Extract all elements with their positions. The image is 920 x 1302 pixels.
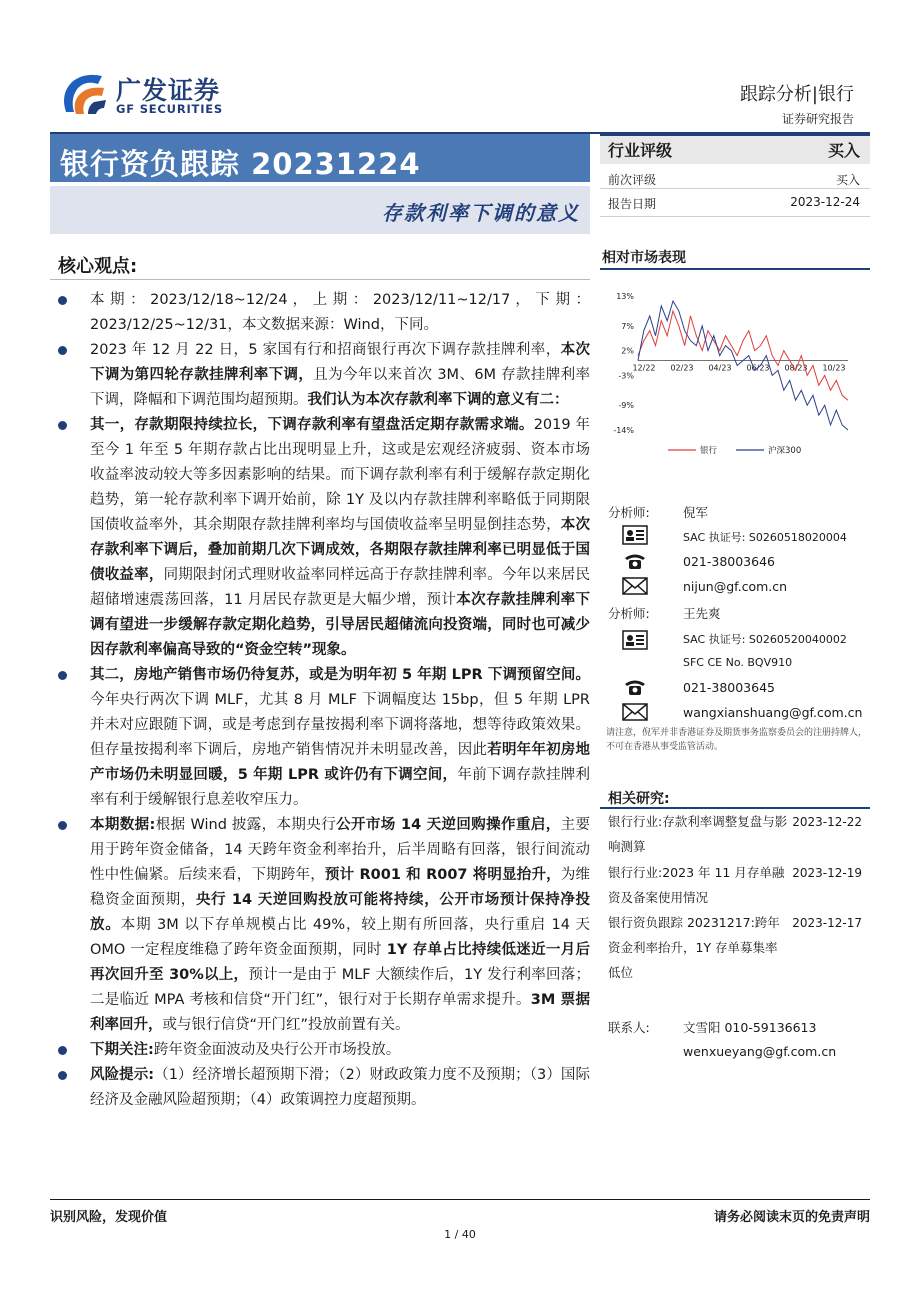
analyst-2-name: 王先爽 [683, 606, 721, 621]
related-item-1-date: 2023-12-22 [792, 815, 862, 829]
contact-label: 联系人: [608, 1020, 650, 1035]
bullet-emphasis: 本次下调为第四轮存款挂牌利率下调， [90, 342, 591, 383]
id-card-icon [622, 630, 648, 650]
report-title: 银行资负跟踪 20231224 [60, 147, 421, 181]
bullet-emphasis: 1Y 存单占比持续低迷近一月后再次回升至 30%以上， [90, 942, 591, 983]
core-bullet-list [58, 288, 590, 1113]
rating-value: 买入 [827, 141, 860, 160]
core-bullet [58, 1063, 590, 1113]
gf-logo [58, 68, 243, 120]
bullet-text: 跨年资金面波动及央行公开市场投放。 [153, 1042, 401, 1058]
phone-icon [622, 551, 648, 571]
contact-name-phone: 文雪阳 010-59136613 [683, 1020, 817, 1035]
report-type: 证券研究报告 [781, 112, 854, 126]
bullet-text: 根据 Wind 披露，本期央行 [155, 817, 337, 833]
y-tick-label: -3% [618, 371, 634, 381]
contact-email: wenxueyang@gf.com.cn [683, 1044, 837, 1059]
email-icon [622, 702, 648, 722]
id-card-icon [622, 525, 648, 545]
legend-label: 银行 [700, 446, 718, 456]
analyst-2-label: 分析师: [608, 606, 650, 621]
related-item-2-date: 2023-12-19 [792, 866, 862, 880]
rating-divider [600, 188, 870, 189]
related-item-3-date: 2023-12-17 [792, 916, 862, 930]
footer-divider [50, 1199, 870, 1200]
bullet-text: 且为今年以来首次 3M、6M 存款挂牌利率下调，降幅和下调范围均超预期。 [90, 367, 590, 408]
bullet-text: 今年央行两次下调 MLF，尤其 8 月 MLF 下调幅度达 15bp，但 5 年期 LPR 并未对应跟随下调，或是考虑到存量按揭利率下调将落地，想等待政策效果。但存量按揭利率下调后，房地产销售情况并未明显改善，因此 [90, 692, 590, 758]
phone-icon [622, 677, 648, 697]
bullet-text: 主要用于跨年资金储备，14 天跨年资金利率抬升，后半周略有回落，银行间流动性中性偏紧。后续来看，下期跨年， [90, 817, 590, 883]
bullet-text: 本 期 ： 2023/12/18~12/24 ， 上 期 ： 2023/12/11~12/17 ， 下 期 ： 2023/12/25~12/31，本文数据来源：Wind，下同。 [90, 292, 590, 333]
bullet-emphasis: 预计 R001 和 R007 将明显抬升， [324, 867, 561, 883]
bullet-text: 2023 年 12 月 22 日，5 家国有行和招商银行再次下调存款挂牌利率， [90, 342, 561, 358]
analyst-1-phone: 021-38003646 [683, 554, 775, 569]
bullet-emphasis: 我们认为本次存款利率下调的意义有二： [307, 392, 569, 408]
x-tick-label: 04/23 [708, 363, 732, 373]
bullet-emphasis: 本次存款利率下调后，叠加前期几次下调成效，各期限存款挂牌利率已明显低于国债收益率， [90, 517, 591, 583]
analyst-1-email: nijun@gf.com.cn [683, 579, 788, 594]
bullet-dot-icon [58, 346, 67, 355]
y-tick-label: -9% [618, 401, 634, 411]
report-date-value: 2023-12-24 [790, 195, 860, 209]
bullet-emphasis: 其一，存款期限持续拉长，下调存款利率有望盘活定期存款需求端。 [90, 417, 534, 433]
rating-bottom-divider [600, 216, 870, 217]
related-item-2[interactable]: 银行行业:2023 年 11 月存单融资及备案使用情况 [608, 865, 785, 905]
bullet-emphasis: 本次存款挂牌利率下调有望进一步缓解存款定期化趋势，引导居民超储流向投资端，同时也可减少因存款利率偏高导致的“资金空转”现象。 [90, 592, 590, 658]
core-bullet [58, 813, 590, 1038]
logo-english-name: GF SECURITIES [116, 102, 224, 116]
bullet-text: 2019 年至今 1 年至 5 年期存款占比出现明显上升，这或是宏观经济疲弱、资本市场收益率波动较大等多因素影响的结果。而下调存款利率有利于缓解存款定期化趋势，第一轮存款利率下调开始前，除 1Y 及以内存款挂牌利率略低于同期限国债收益率外，其余期限存款挂牌利率均与国债收益率呈明显倒挂态势， [90, 417, 591, 533]
x-tick-label: 10/23 [822, 363, 846, 373]
market-performance-title: 相对市场表现 [602, 250, 686, 266]
core-bullet [58, 663, 590, 813]
y-tick-label: 13% [616, 292, 634, 301]
bullet-text: 为维稳资金面预期， [90, 867, 591, 908]
core-bullet [58, 413, 590, 663]
x-tick-label: 08/23 [784, 363, 808, 373]
bullet-text: 同期限封闭式理财收益率同样远高于存款挂牌利率。今年以来居民超储增速震荡回落，11 月居民存款更是大幅少增，预计 [90, 567, 590, 608]
related-research-title: 相关研究: [608, 791, 670, 807]
y-tick-label: -14% [613, 426, 634, 435]
gf-logo-icon [58, 68, 110, 120]
analyst-1-name: 倪军 [683, 505, 709, 520]
related-item-3[interactable]: 银行资负跟踪 20231217:跨年资金利率抬升，1Y 存单募集率低位 [608, 915, 780, 980]
bullet-emphasis: 下期关注: [90, 1042, 154, 1058]
bullet-dot-icon [58, 1046, 67, 1055]
bullet-dot-icon [58, 1071, 67, 1080]
bullet-dot-icon [58, 671, 67, 680]
bullet-emphasis: 风险提示: [90, 1067, 155, 1083]
core-viewpoints-title: 核心观点: [58, 256, 138, 277]
y-tick-label: 2% [621, 346, 634, 356]
analyst-1-label: 分析师: [608, 505, 650, 520]
x-tick-label: 12/22 [632, 363, 656, 373]
bullet-text: 本期 3M 以下存单规模占比 49%，较上期有所回落，央行重启 14 天 OMO 一定程度维稳了跨年资金面预期，同时 [90, 917, 590, 958]
prev-rating-value: 买入 [835, 173, 860, 187]
rating-label: 行业评级 [608, 141, 673, 160]
bullet-emphasis: 若明年年初房地产市场仍未明显回暖，5 年期 LPR 或许仍有下调空间， [90, 742, 591, 783]
page-number: 1 / 40 [444, 1228, 476, 1241]
core-bullet [58, 1038, 590, 1063]
core-bullet [58, 338, 590, 413]
bullet-emphasis: 其二，房地产销售市场仍待复苏，或是为明年初 5 年期 LPR 下调预留空间。 [90, 667, 590, 683]
x-tick-label: 06/23 [746, 363, 770, 373]
bullet-emphasis: 本期数据: [90, 817, 156, 833]
market-title-divider [600, 268, 870, 270]
bullet-dot-icon [58, 821, 67, 830]
bullet-emphasis: 央行 14 天逆回购投放可能将持续，公开市场预计保持净投放。 [90, 892, 591, 933]
core-title-divider [50, 279, 590, 280]
report-category: 跟踪分析|银行 [739, 84, 854, 105]
bullet-text: 或与银行信贷“开门红”投放前置有关。 [162, 1017, 410, 1033]
analyst-2-sfc: SFC CE No. BQV910 [683, 656, 793, 669]
bullet-dot-icon [58, 421, 67, 430]
core-bullet [58, 288, 590, 338]
logo-chinese-name: 广发证券 [116, 76, 221, 105]
analyst-1-sac: SAC 执证号: S0260518020004 [683, 531, 847, 544]
analyst-2-phone: 021-38003645 [683, 680, 775, 695]
bullet-emphasis: 3M 票据利率回升， [90, 992, 590, 1033]
bullet-dot-icon [58, 296, 67, 305]
x-tick-label: 02/23 [670, 363, 694, 373]
series-line-bank [638, 311, 848, 400]
prev-rating-label: 前次评级 [608, 173, 657, 187]
legend-label: 沪深300 [768, 446, 802, 456]
related-item-1[interactable]: 银行行业:存款利率调整复盘与影响测算 [608, 814, 788, 854]
relative-performance-chart [600, 278, 872, 468]
report-subtitle: 存款利率下调的意义 [382, 201, 580, 225]
footer-slogan: 识别风险，发现价值 [50, 1210, 168, 1225]
y-tick-label: 7% [621, 321, 634, 331]
report-date-label: 报告日期 [608, 197, 657, 211]
bullet-text: 年前下调存款挂牌利率有利于缓解银行息差收窄压力。 [90, 767, 591, 808]
email-icon [622, 576, 648, 596]
licensing-note: 请注意，倪军并非香港证券及期货事务监察委员会的注册持牌人，不可在香港从事受监管活动。 [606, 728, 868, 752]
analyst-2-email: wangxianshuang@gf.com.cn [683, 705, 863, 720]
analyst-2-sac: SAC 执证号: S0260520040002 [683, 633, 847, 646]
bullet-text: 预计一是由于 MLF 大额续作后，1Y 发行利率回落；二是临近 MPA 考核和信贷“开门红”，银行对于长期存单需求提升。 [90, 967, 590, 1008]
bullet-emphasis: 公开市场 14 天逆回购操作重启， [336, 817, 561, 833]
bullet-text: （1）经济增长超预期下滑；（2）财政政策力度不及预期；（3）国际经济及金融风险超预期；（4）政策调控力度超预期。 [90, 1067, 590, 1108]
footer-disclaimer[interactable]: 请务必阅读末页的免责声明 [713, 1210, 870, 1225]
